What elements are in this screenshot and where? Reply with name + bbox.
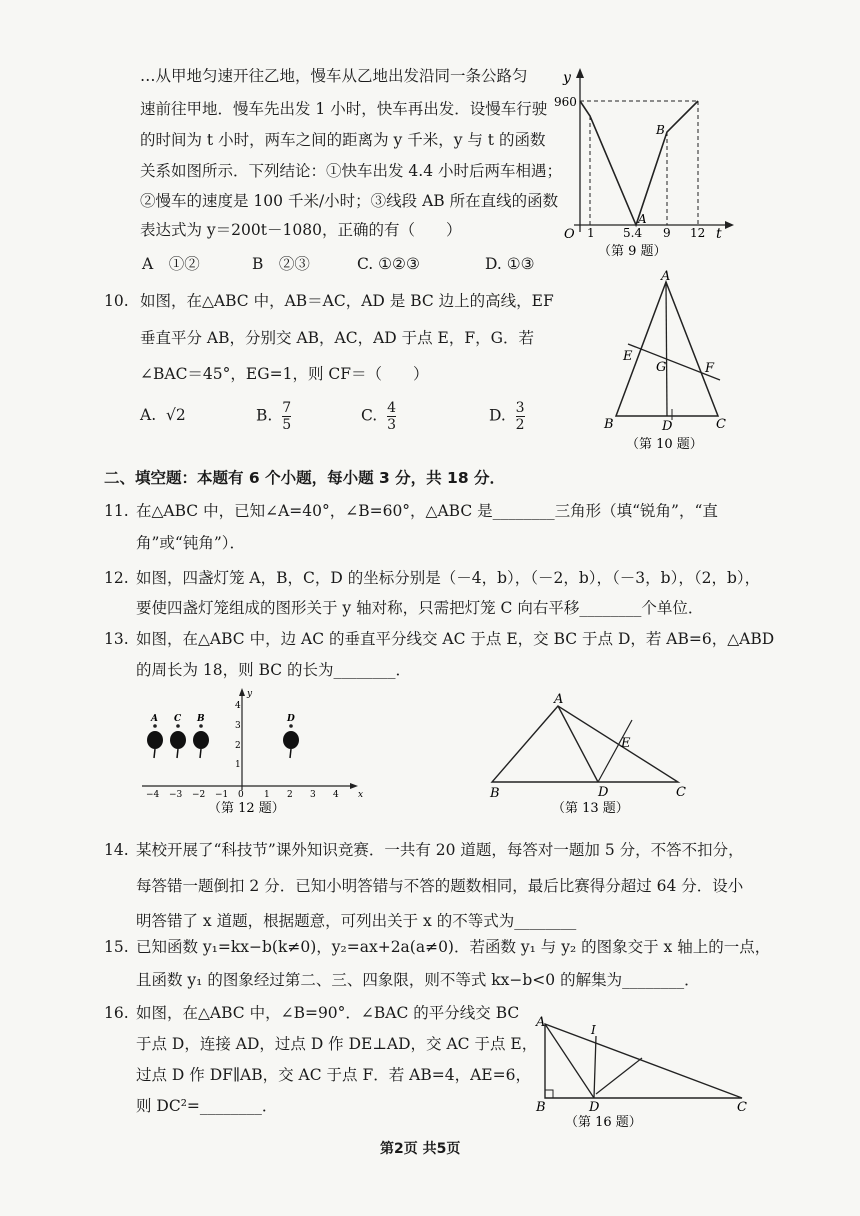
- q10-option-c-den: 3: [387, 417, 397, 433]
- q11-line-1: 在△ABC 中，已知∠A=40°，∠B=60°，△ABC 是________三角形（填“锐角”，“直: [136, 502, 718, 520]
- q9-x-tick-1: 1: [587, 226, 595, 240]
- q13-triangle-figure: [480, 690, 710, 820]
- q12-y-label: y: [247, 689, 253, 699]
- q9-point-a: A: [638, 212, 647, 226]
- q12-number: 12.: [104, 569, 129, 587]
- lantern-d-icon: [283, 714, 299, 758]
- q16-label-d: D: [589, 1100, 600, 1115]
- q12-x-tick-neg1: −1: [215, 790, 229, 800]
- q10-option-b-num: 7: [282, 400, 292, 416]
- q13-number: 13.: [104, 630, 129, 648]
- q12-y-tick-2: 2: [235, 741, 241, 751]
- q9-x-tick-12: 12: [690, 226, 706, 240]
- q12-x-tick-1: 1: [264, 790, 270, 800]
- q12-x-tick-neg4: −4: [146, 790, 160, 800]
- q10-option-d-label: D.: [489, 406, 506, 425]
- q11-number: 11.: [104, 502, 129, 520]
- q9-option-b: B ②③: [252, 255, 310, 273]
- q10-option-c-num: 4: [387, 400, 397, 416]
- q9-line-6: 表达式为 y＝200t－1080，正确的有（ ）: [140, 221, 462, 239]
- q10-label-e: E: [623, 349, 633, 364]
- q9-line-4: 关系如图所示．下列结论：①快车出发 4.4 小时后两车相遇；: [140, 162, 563, 180]
- q16-label-c: C: [737, 1100, 747, 1115]
- q12-lantern-a-label: A: [151, 714, 158, 724]
- q16-label-i: I: [591, 1023, 596, 1037]
- q12-x-tick-3: 3: [310, 790, 316, 800]
- q13-caption: （第 13 题）: [552, 801, 629, 816]
- q16-line-4: 则 DC²=________．: [136, 1097, 278, 1115]
- q12-x-tick-neg3: −3: [169, 790, 183, 800]
- q10-triangle-figure: [598, 268, 748, 458]
- q9-point-b: B: [656, 123, 665, 137]
- q10-option-b: [256, 400, 291, 433]
- q12-x-label: x: [358, 790, 364, 800]
- q12-line-1: 如图，四盏灯笼 A，B，C，D 的坐标分别是（－4，b），（－2，b），（－3，b），（2，b），: [136, 569, 761, 587]
- q16-number: 16.: [104, 1004, 129, 1022]
- q13-label-b: B: [490, 786, 500, 801]
- q10-option-a-label: A.: [140, 406, 157, 424]
- q12-y-tick-3: 3: [235, 721, 241, 731]
- q12-lantern-graph: [138, 688, 378, 818]
- q12-x-tick-0: 0: [238, 790, 244, 800]
- q10-label-g: G: [656, 360, 667, 375]
- q12-y-tick-1: 1: [235, 760, 241, 770]
- q10-label-d: D: [662, 419, 673, 434]
- q12-lantern-b-label: B: [197, 714, 205, 724]
- q10-label-f: F: [705, 361, 715, 376]
- q13-line-2: 的周长为 18，则 BC 的长为________．: [136, 661, 412, 679]
- q10-caption: （第 10 题）: [626, 437, 703, 452]
- section-2-title: 二、填空题：本题有 6 个小题，每小题 3 分，共 18 分．: [104, 469, 506, 487]
- lantern-b-icon: [193, 714, 209, 758]
- q16-caption: （第 16 题）: [565, 1115, 642, 1130]
- page-footer: 第2页 共5页: [380, 1141, 461, 1157]
- q11-line-2: 角”或“钝角”）．: [136, 534, 246, 552]
- q14-line-3: 明答错了 x 道题，根据题意，可列出关于 x 的不等式为________: [136, 912, 577, 930]
- q10-option-c-label: C.: [361, 406, 378, 425]
- q12-y-tick-4: 4: [235, 701, 241, 711]
- q10-line-1: 如图，在△ABC 中，AB＝AC，AD 是 BC 边上的高线，EF: [140, 292, 554, 310]
- q10-option-a: [140, 405, 186, 425]
- q12-x-tick-neg2: −2: [192, 790, 206, 800]
- q9-graph: [554, 60, 730, 260]
- q9-y-tick: 960: [554, 95, 577, 109]
- q16-label-a: A: [536, 1015, 546, 1030]
- q13-label-e: E: [621, 736, 631, 751]
- q12-lantern-d-label: D: [287, 714, 295, 724]
- q10-number: 10.: [104, 292, 129, 310]
- q16-line-1: 如图，在△ABC 中，∠B=90°．∠BAC 的平分线交 BC: [136, 1004, 520, 1022]
- lantern-a-icon: [147, 714, 163, 758]
- q14-number: 14.: [104, 841, 129, 859]
- q10-option-a-value: √2: [165, 406, 186, 424]
- q16-triangle-figure: [530, 1014, 760, 1134]
- q12-caption: （第 12 题）: [208, 801, 285, 816]
- q10-label-a: A: [661, 269, 671, 284]
- q10-line-2: 垂直平分 AB，分别交 AB，AC，AD 于点 E，F，G．若: [140, 329, 535, 347]
- q14-line-1: 某校开展了“科技节”课外知识竞赛．一共有 20 道题，每答对一题加 5 分，不答不扣分，: [136, 841, 744, 859]
- q9-line-3: 的时间为 t 小时，两车之间的距离为 y 千米，y 与 t 的函数: [140, 131, 546, 149]
- q9-x-tick-9: 9: [663, 226, 671, 240]
- q15-line-1: 已知函数 y₁=kx−b(k≠0)，y₂=ax+2a(a≠0)．若函数 y₁ 与 y₂ 的图象交于 x 轴上的一点，: [136, 938, 771, 956]
- q9-x-label: t: [716, 226, 722, 242]
- q12-x-tick-4: 4: [333, 790, 339, 800]
- q12-x-tick-2: 2: [287, 790, 293, 800]
- q10-option-b-label: B.: [256, 406, 273, 425]
- q15-line-2: 且函数 y₁ 的图象经过第二、三、四象限，则不等式 kx−b<0 的解集为________．: [136, 971, 700, 989]
- lantern-c-icon: [170, 714, 186, 758]
- q13-label-c: C: [676, 785, 686, 800]
- q9-line-1: …从甲地匀速开往乙地，慢车从乙地出发沿同一条公路匀: [140, 67, 528, 85]
- q16-label-b: B: [536, 1100, 546, 1115]
- q16-line-3: 过点 D 作 DF∥AB，交 AC 于点 F．若 AB=4，AE=6，: [136, 1066, 531, 1084]
- q10-label-c: C: [716, 417, 726, 432]
- q14-line-2: 每答错一题倒扣 2 分．已知小明答错与不答的题数相同，最后比赛得分超过 64 分．设小: [136, 877, 744, 895]
- q10-option-d-den: 2: [515, 417, 525, 433]
- q16-line-2: 于点 D，连接 AD，过点 D 作 DE⊥AD，交 AC 于点 E，: [136, 1035, 538, 1053]
- q10-line-3: ∠BAC＝45°，EG=1，则 CF＝（ ）: [140, 365, 429, 383]
- q10-option-b-den: 5: [282, 417, 292, 433]
- q10-option-d: [489, 400, 525, 433]
- q15-number: 15.: [104, 938, 129, 956]
- q9-origin: O: [564, 227, 575, 242]
- q9-line-2: 速前往甲地．慢车先出发 1 小时，快车再出发．设慢车行驶: [140, 100, 548, 118]
- q10-option-c: [361, 400, 396, 433]
- q9-option-a: A ①②: [142, 255, 200, 273]
- q10-option-d-num: 3: [515, 400, 525, 416]
- q9-caption: （第 9 题）: [598, 244, 667, 259]
- q13-line-1: 如图，在△ABC 中，边 AC 的垂直平分线交 AC 于点 E，交 BC 于点 D，若 AB=6，△ABD: [136, 630, 775, 648]
- q10-label-b: B: [604, 417, 614, 432]
- q13-label-d: D: [598, 785, 609, 800]
- q12-lantern-c-label: C: [174, 714, 182, 724]
- q13-label-a: A: [554, 692, 564, 707]
- q9-option-c: C. ①②③: [357, 255, 420, 273]
- q9-line-5: ②慢车的速度是 100 千米/小时；③线段 AB 所在直线的函数: [140, 192, 559, 210]
- q9-x-tick-5-4: 5.4: [623, 226, 643, 240]
- q9-y-label: y: [563, 70, 571, 86]
- q9-option-d: D. ①③: [485, 255, 535, 273]
- q12-line-2: 要使四盏灯笼组成的图形关于 y 轴对称，只需把灯笼 C 向右平移________个单位．: [136, 599, 704, 617]
